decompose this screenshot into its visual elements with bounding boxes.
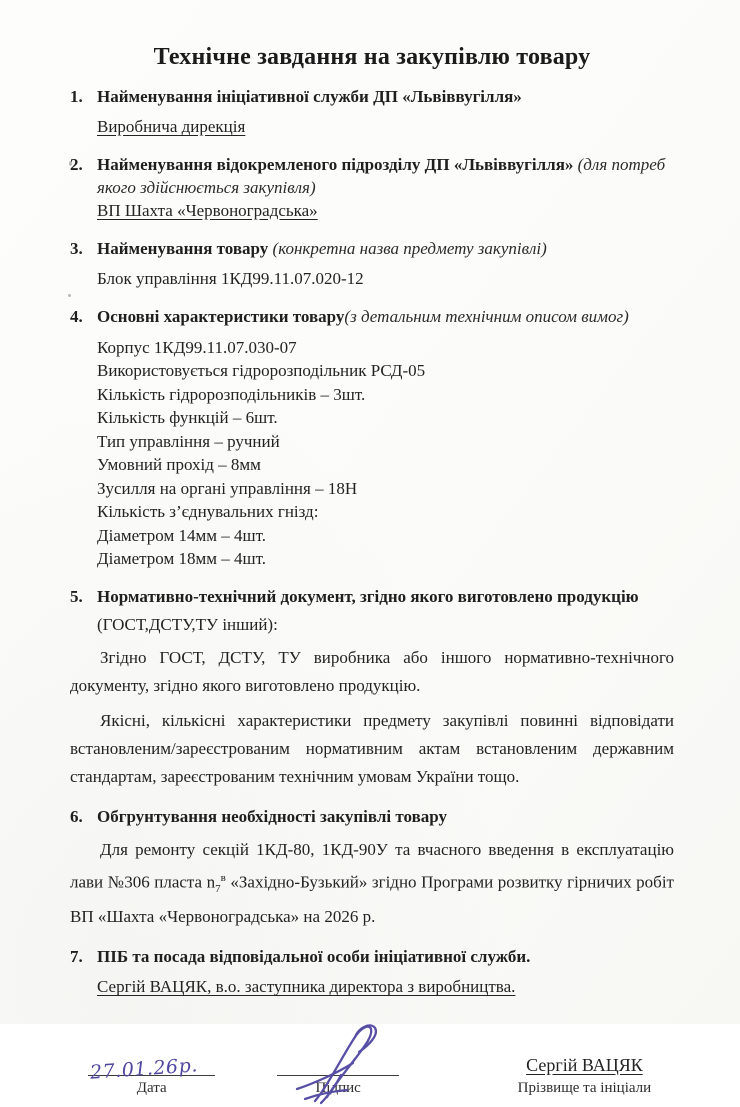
responsible-name: Сергій ВАЦЯК (526, 1055, 643, 1076)
signature-field (277, 1045, 398, 1097)
seam-index-superscript: в (220, 872, 226, 885)
item-1 (70, 86, 674, 139)
item-3-number: 3. (70, 238, 83, 258)
spec-line: Кількість гідророзподільників – 3шт. (97, 384, 366, 404)
scan-speck (69, 161, 72, 166)
name-label: Прізвище та ініціали (517, 1080, 652, 1097)
spec-line: Діаметром 14мм – 4шт. (97, 525, 266, 545)
item-6-paragraph: Для ремонту секцій 1КД-80, 1КД-90У та вчасного введення в експлуатацію лави №306 пласта $n_7^в$ «Західно-Бузький» згідно Програми розвитку гірничих робіт ВП «Шахта «Червоноградська» на 2026 р. (70, 840, 674, 927)
date-field (88, 1045, 215, 1097)
signature-block (70, 1045, 674, 1097)
spec-line: Кількість з’єднувальних гнізд: (97, 502, 319, 521)
spec-line: Корпус 1КД99.11.07.030-07 (97, 337, 297, 357)
item-5-paragraph-2: Якісні, кількісні характеристики предмету закупівлі повинні відповідати встановленим/зареєстрованим нормативним актам встановленим державним стандартам, зареєстрованим технічним умовам України тощо. (70, 711, 674, 787)
item-5-heading: Нормативно-технічний документ, згідно якого виготовлено продукцію (97, 586, 639, 606)
spec-line: Умовний прохід – 8мм (97, 455, 261, 474)
item-2-number: 2. (70, 154, 83, 174)
handwritten-date: 27.01.26р. (89, 1054, 199, 1084)
item-6 (70, 806, 674, 829)
date-label: Дата (136, 1080, 167, 1097)
item-7-value: Сергій ВАЦЯК, в.о. заступника директора з виробництва. (97, 977, 516, 997)
item-7-number: 7. (70, 947, 83, 967)
item-5-paragraph-1: Згідно ГОСТ, ДСТУ, ТУ виробника або іншого нормативно-технічного документу, згідно якого виготовлено продукцію. (70, 648, 674, 696)
item-3-value: Блок управління 1КД99.11.07.020-12 (97, 268, 364, 288)
item-1-heading: Найменування ініціативної служби ДП «Львіввугілля» (97, 87, 522, 106)
scan-speck (68, 294, 71, 297)
signature-line (277, 1045, 398, 1076)
item-5-subheading: (ГОСТ,ДСТУ,ТУ інший): (97, 615, 278, 635)
spec-line: Кількість функцій – 6шт. (97, 408, 278, 427)
signature-label: Підпис (315, 1080, 361, 1097)
item-7 (70, 946, 674, 999)
item-3 (70, 238, 674, 291)
item-2-heading: Найменування відокремленого підрозділу ДП «Львіввугілля» (для потреб якого здійснюється закупівля) (97, 154, 666, 197)
item-2 (70, 154, 674, 223)
item-4-note: (з детальним технічним описом вимог) (344, 306, 629, 326)
item-4-heading: Основні характеристики товару(з детальним технічним описом вимог) (97, 306, 629, 326)
item-5 (70, 586, 674, 638)
item-4-number: 4. (70, 306, 83, 326)
name-field (495, 1055, 674, 1097)
spec-line: Тип управління – ручний (97, 431, 280, 451)
item-3-note: (конкретна назва предмету закупівлі) (272, 238, 547, 258)
item-6-number: 6. (70, 807, 83, 827)
item-5-number: 5. (70, 586, 83, 606)
item-1-value: Виробнича дирекція (97, 116, 246, 136)
document-title: Технічне завдання на закупівлю товару (153, 44, 591, 70)
item-7-heading: ПІБ та посада відповідальної особи ініціативної служби. (97, 947, 531, 967)
item-6-heading: Обгрунтування необхідності закупівлі товару (97, 807, 447, 827)
item-3-heading: Найменування товару (конкретна назва предмету закупівлі) (97, 238, 547, 258)
item-4-specs-list (97, 336, 629, 571)
seam-index-subscript: 7 (215, 883, 221, 896)
spec-line: Діаметром 18мм – 4шт. (97, 549, 266, 568)
item-1-number: 1. (70, 87, 83, 106)
date-line (88, 1045, 215, 1084)
item-2-value: ВП Шахта «Червоноградська» (97, 200, 318, 220)
item-2-note: (для потреб якого здійснюється закупівля) (97, 154, 666, 197)
spec-line: Зусилля на органі управління – 18Н (97, 478, 358, 498)
spec-line: Використовується гідророзподільник РСД-05 (97, 361, 426, 380)
item-4 (70, 306, 674, 571)
